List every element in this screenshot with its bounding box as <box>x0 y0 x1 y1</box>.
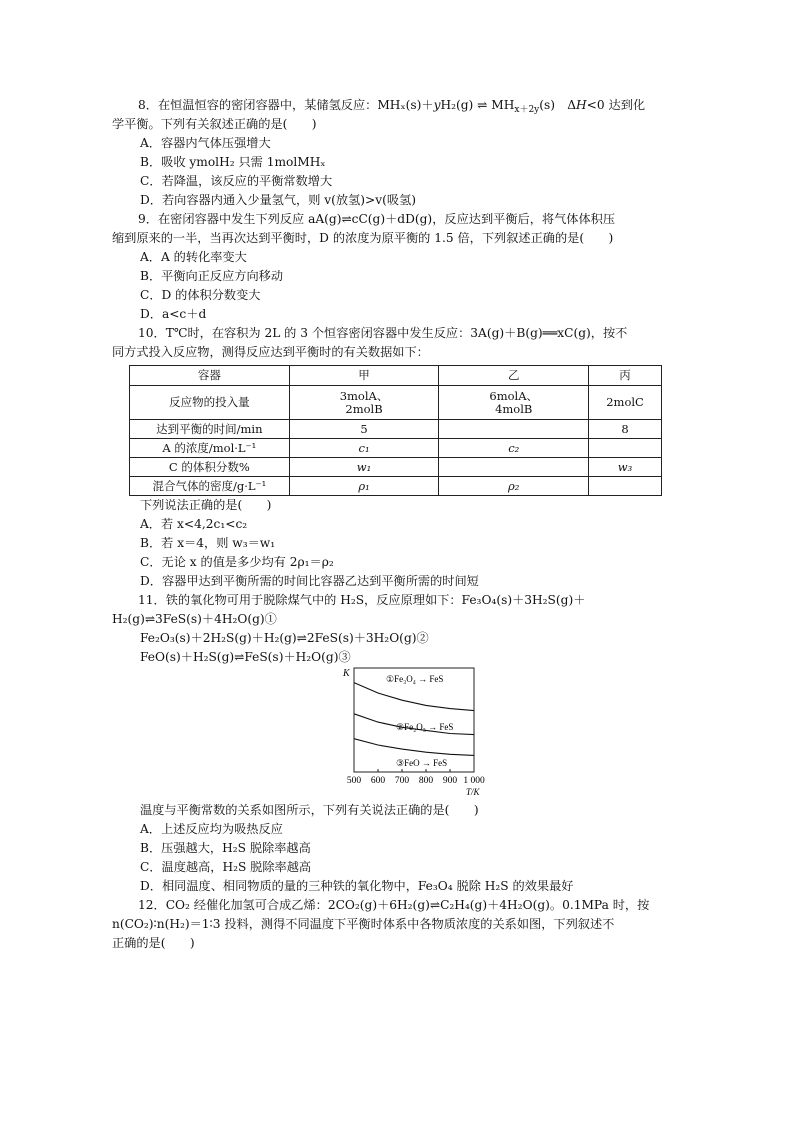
x-tick-label: 800 <box>418 776 434 786</box>
table-row <box>130 386 662 420</box>
series-label-3: ③FeO → FeS <box>396 758 448 768</box>
table-header-cell: 乙 <box>439 366 589 386</box>
table-cell: 8 <box>589 420 662 439</box>
table-cell <box>589 439 662 458</box>
q9-stem-line1: 9．在密闭容器中发生下列反应 aA(g)⇌cC(g)＋dD(g)，反应达到平衡后，将气体体积压 <box>138 212 616 226</box>
series-label-1: ①Fe₃O₄ → FeS <box>386 674 444 684</box>
q11-prompt: 温度与平衡常数的关系如图所示，下列有关说法正确的是( ) <box>140 803 479 817</box>
q12-stem-line1: 12．CO₂ 经催化加氢可合成乙烯：2CO₂(g)＋6H₂(g)⇌C₂H₄(g)＋4H₂O(g)。0.1MPa 时，按 <box>138 898 650 912</box>
x-tick-label: 700 <box>394 776 410 786</box>
q10-option-b: B．若 x＝4，则 w₃＝w₁ <box>140 536 276 550</box>
q9-option-c: C．D 的体积分数变大 <box>140 288 261 302</box>
q8-stem-line1: 8．在恒温恒容的密闭容器中，某储氢反应：MHₓ(s)＋yH₂(g) ⇌ $MH_{x+2y}(s)$ ΔH<0 达到化 <box>138 98 646 115</box>
table-cell <box>589 477 662 496</box>
q11-option-b: B．压强越大，H₂S 脱除率越高 <box>140 841 311 855</box>
q11-option-c: C．温度越高，H₂S 脱除率越高 <box>140 860 312 874</box>
table-cell: ρ₂ <box>439 477 589 496</box>
q12-stem-line3: 正确的是( ) <box>112 936 195 950</box>
q11-option-a: A．上述反应均为吸热反应 <box>140 822 283 836</box>
series-line-1 <box>354 683 474 711</box>
table-cell: w₁ <box>289 458 439 477</box>
x-tick-label: 900 <box>442 776 458 786</box>
q11-option-d: D．相同温度、相同物质的量的三种铁的氧化物中，Fe₃O₄ 脱除 H₂S 的效果最好 <box>140 879 574 893</box>
q12-stem-line2: n(CO₂)∶n(H₂)＝1∶3 投料，测得不同温度下平衡时体系中各物质浓度的关系如图，下列叙述不 <box>112 917 615 931</box>
x-tick-label: 1 000 <box>463 776 485 786</box>
table-cell: 6molA、 4molB <box>439 386 589 420</box>
q11-equation-1: H₂(g)⇌3FeS(s)＋4H₂O(g)① <box>112 612 277 626</box>
table-header-cell: 容器 <box>130 366 290 386</box>
table-cell: c₂ <box>439 439 589 458</box>
x-axis-label: T/K <box>466 787 480 797</box>
q10-option-c: C．无论 x 的值是多少均有 2ρ₁＝ρ₂ <box>140 555 334 569</box>
table-cell: C 的体积分数% <box>130 458 290 477</box>
table-row <box>130 439 662 458</box>
x-tick-label: 500 <box>346 776 362 786</box>
q9-option-d: D．a<c＋d <box>140 307 207 321</box>
q11-equation-2: Fe₂O₃(s)＋2H₂S(g)＋H₂(g)⇌2FeS(s)＋3H₂O(g)② <box>140 631 429 645</box>
table-row <box>130 477 662 496</box>
q9-option-a: A．A 的转化率变大 <box>140 250 247 264</box>
series-label-2: ②Fe₂O₃ → FeS <box>396 722 454 732</box>
table-cell <box>439 420 589 439</box>
table-cell: c₁ <box>289 439 439 458</box>
table-cell: 达到平衡的时间/min <box>130 420 290 439</box>
x-tick-label: 600 <box>370 776 386 786</box>
table-cell: w₃ <box>589 458 662 477</box>
q8-option-a: A．容器内气体压强增大 <box>140 136 271 150</box>
q11-equation-3: FeO(s)＋H₂S(g)⇌FeS(s)＋H₂O(g)③ <box>140 650 351 664</box>
q8-option-c: C．若降温，该反应的平衡常数增大 <box>140 174 333 188</box>
q8-stem-line2: 学平衡。下列有关叙述正确的是( ) <box>112 117 317 131</box>
q10-stem-line1: 10．T℃时，在容积为 2L 的 3 个恒容密闭容器中发生反应：3A(g)＋B(g)══xC(g)，按不 <box>138 326 628 340</box>
table-cell: A 的浓度/mol·L⁻¹ <box>130 439 290 458</box>
table-cell: 5 <box>289 420 439 439</box>
q8-option-d: D．若向容器内通入少量氢气，则 v(放氢)>v(吸氢) <box>140 193 417 207</box>
table-cell: 2molC <box>589 386 662 420</box>
table-header-cell: 丙 <box>589 366 662 386</box>
q8-option-b: B．吸收 ymolH₂ 只需 1molMHₓ <box>140 155 326 169</box>
equilibrium-constant-chart <box>338 664 498 800</box>
table-cell: 混合气体的密度/g·L⁻¹ <box>130 477 290 496</box>
q9-option-b: B．平衡向正反应方向移动 <box>140 269 284 283</box>
table-cell: ρ₁ <box>289 477 439 496</box>
q11-stem-line1: 11．铁的氧化物可用于脱除煤气中的 H₂S，反应原理如下：Fe₃O₄(s)＋3H₂S(g)＋ <box>138 593 586 607</box>
series-line-3 <box>354 739 474 756</box>
q9-stem-line2: 缩到原来的一半，当再次达到平衡时，D 的浓度为原平衡的 1.5 倍，下列叙述正确的是( ) <box>112 231 614 245</box>
table-header-cell: 甲 <box>289 366 439 386</box>
q10-option-d: D．容器甲达到平衡所需的时间比容器乙达到平衡所需的时间短 <box>140 574 479 588</box>
table-cell: 反应物的投入量 <box>130 386 290 420</box>
q10-option-a: A．若 x<4,2c₁<c₂ <box>140 517 248 531</box>
y-axis-label: K <box>343 668 350 679</box>
table-cell <box>439 458 589 477</box>
table-header-row <box>130 366 662 386</box>
table-cell: 3molA、 2molB <box>289 386 439 420</box>
q10-stem-line2: 同方式投入反应物，测得反应达到平衡时的有关数据如下： <box>112 345 429 359</box>
table-row <box>130 458 662 477</box>
equilibrium-data-table <box>129 365 662 496</box>
table-row <box>130 420 662 439</box>
q10-prompt: 下列说法正确的是( ) <box>140 498 272 512</box>
